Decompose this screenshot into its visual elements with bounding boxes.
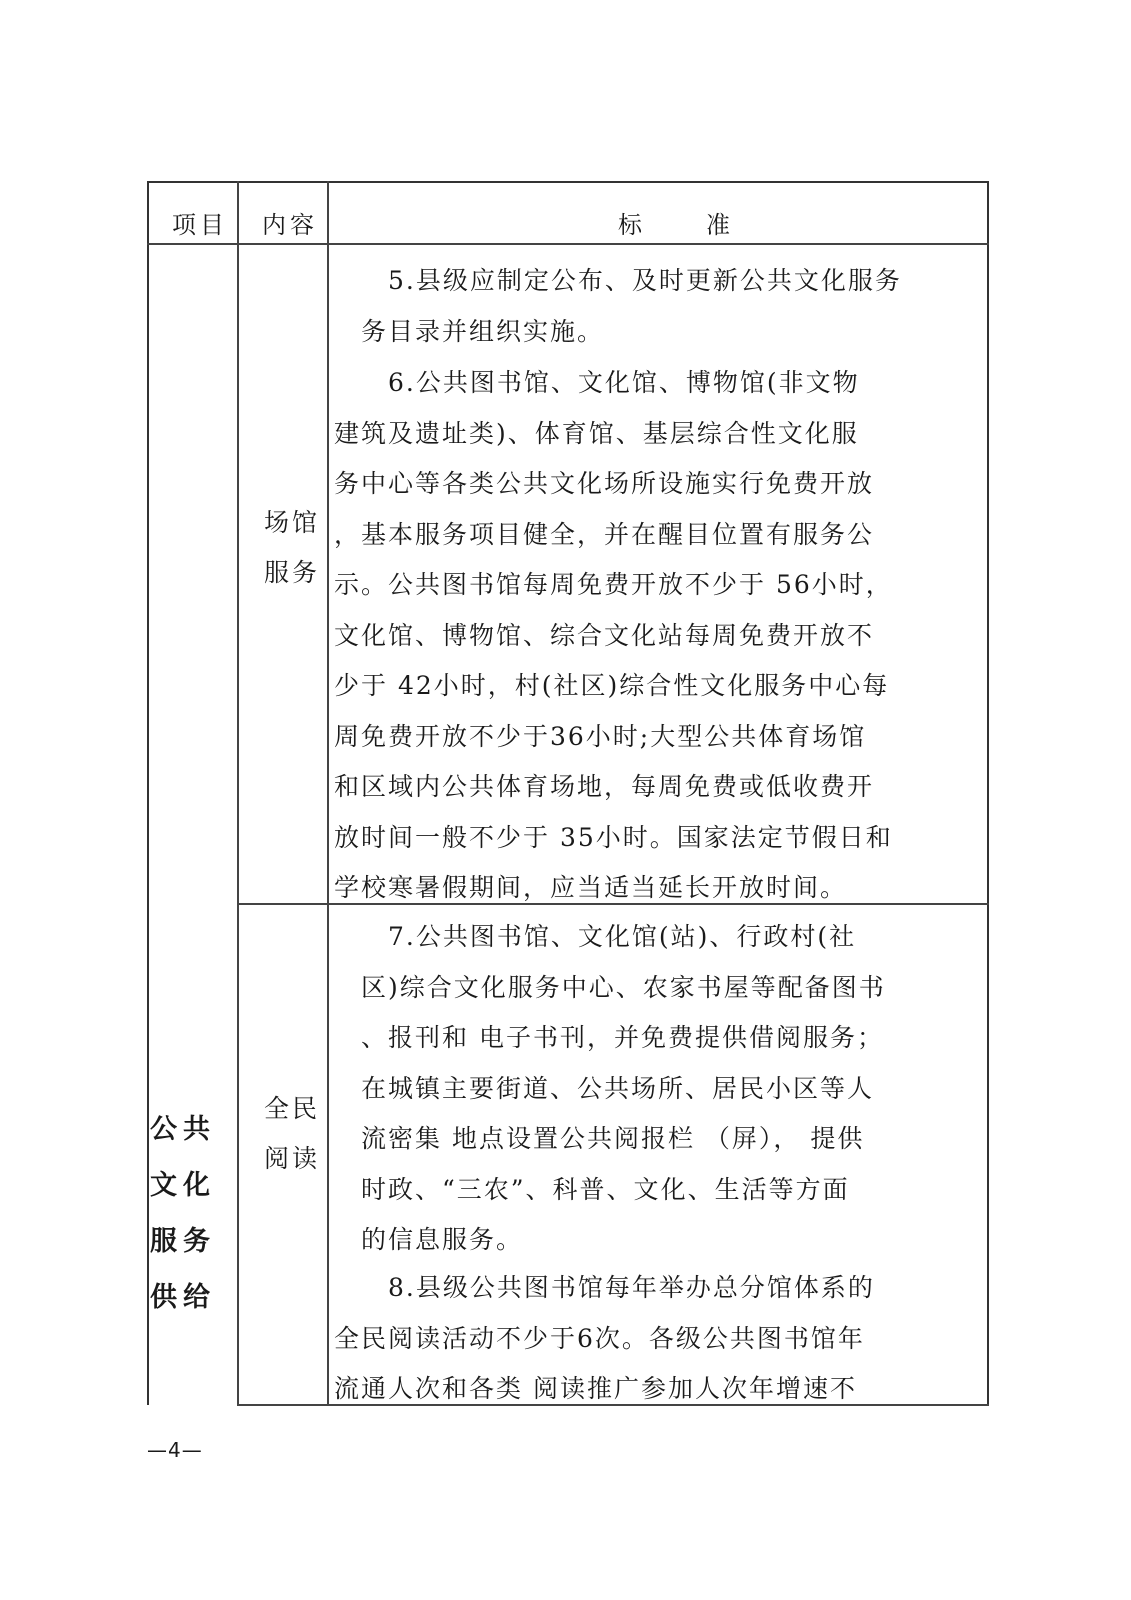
header-standard: 标 准: [618, 211, 750, 239]
standard-paragraph-6: [334, 358, 984, 914]
text-line: 放时间一般不少于 35小时。国家法定节假日和: [334, 822, 893, 852]
text-line: 和区域内公共体育场地，每周免费或低收费开: [334, 772, 875, 801]
header-item: 项目: [172, 211, 228, 239]
content-label-line: 阅读: [264, 1144, 321, 1173]
text-line: 5.县级应制定公布、及时更新公共文化服务: [334, 266, 902, 295]
page-number: —4—: [147, 1438, 203, 1462]
text-line: 、报刊和 电子书刊，并免费提供借阅服务；: [334, 1023, 884, 1052]
standard-paragraph-8: [334, 1263, 984, 1415]
text-line: 学校寒暑假期间，应当适当延长开放时间。: [334, 873, 848, 902]
text-line: 全民阅读活动不少于6次。各级公共图书馆年: [334, 1323, 865, 1353]
text-line: 文化馆、博物馆、综合文化站每周免费开放不: [334, 620, 875, 650]
text-line: 6.公共图书馆、文化馆、博物馆(非文物: [334, 368, 860, 397]
item-label-line: 服务: [150, 1226, 216, 1257]
text-line: 务中心等各类公共文化场所设施实行免费开放: [334, 469, 875, 498]
text-line: 7.公共图书馆、文化馆(站)、行政村(社: [334, 922, 857, 951]
text-line: 流密集 地点设置公共阅报栏 （屏）， 提供: [334, 1124, 865, 1153]
text-line: 示。公共图书馆每周免费开放不少于 56小时，: [334, 570, 893, 599]
item-label: [150, 1102, 220, 1326]
content-label-line: 服务: [264, 558, 321, 587]
header-divider: [147, 243, 989, 245]
standard-paragraph-7: [334, 912, 984, 1266]
item-label-line: 文化: [150, 1170, 216, 1201]
header-content: 内容: [262, 211, 318, 239]
text-line: ，基本服务项目健全，并在醒目位置有服务公: [334, 519, 875, 549]
text-line: 的信息服务。: [334, 1225, 524, 1254]
text-line: 区)综合文化服务中心、农家书屋等配备图书: [334, 972, 886, 1002]
content-label-venue-service: [264, 498, 334, 598]
text-line: 周免费开放不少于36小时;大型公共体育场馆: [334, 721, 867, 751]
text-line: 时政、“三农”、科普、文化、生活等方面: [334, 1174, 850, 1204]
content-label-line: 场馆: [264, 508, 321, 537]
text-line: 少于 42小时，村(社区)综合性文化服务中心每: [334, 671, 890, 700]
text-line: 8.县级公共图书馆每年举办总分馆体系的: [334, 1273, 875, 1302]
item-label-line: 公共: [150, 1114, 216, 1145]
text-line: 在城镇主要街道、公共场所、居民小区等人: [334, 1073, 875, 1103]
content-label-national-reading: [264, 1084, 334, 1184]
text-line: 建筑及遗址类)、体育馆、基层综合性文化服: [334, 418, 859, 448]
text-line: 流通人次和各类 阅读推广参加人次年增速不: [334, 1374, 857, 1403]
text-line: 务目录并组织实施。: [334, 316, 605, 346]
col-divider-2: [327, 181, 329, 1405]
item-label-line: 供给: [150, 1282, 216, 1313]
col-divider-1: [237, 181, 239, 1405]
standard-paragraph-5: [334, 256, 984, 357]
content-label-line: 全民: [264, 1094, 321, 1123]
